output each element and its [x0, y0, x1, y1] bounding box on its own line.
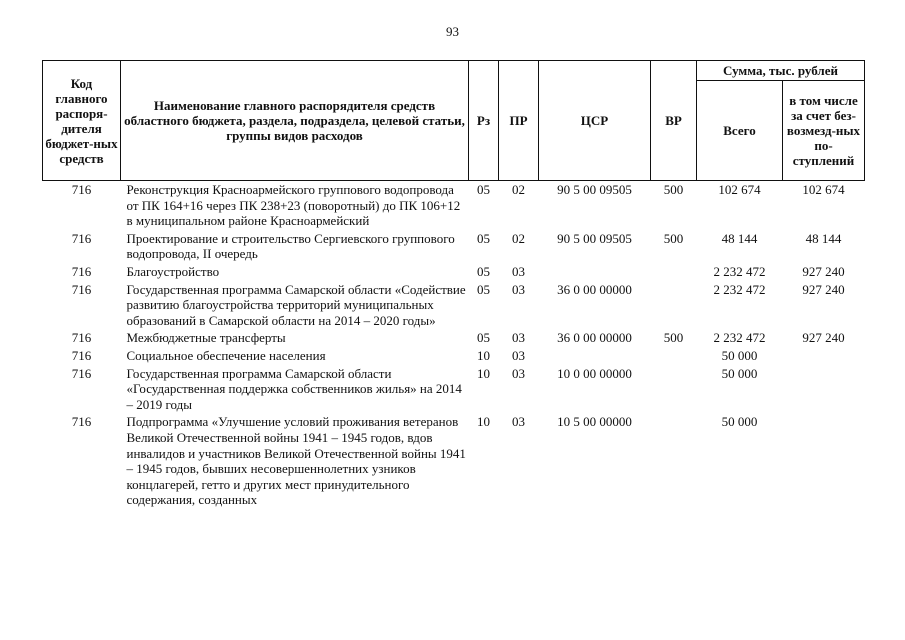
budget-table [42, 60, 865, 510]
row-code: 716 [71, 414, 92, 430]
row-pr: 02 [512, 182, 525, 197]
row-total: 2 232 472 [713, 281, 766, 297]
header-rz: Рз [469, 61, 499, 181]
row-grants: 927 240 [802, 281, 845, 297]
row-rz: 05 [477, 230, 490, 246]
table-body [43, 181, 865, 510]
table-row [43, 366, 865, 415]
table-row [43, 348, 865, 366]
row-rz: 05 [477, 263, 490, 279]
row-rz: 10 [477, 347, 490, 363]
row-csr: 10 0 00 00000 [557, 365, 632, 381]
header-csr: ЦСР [539, 61, 651, 181]
row-name: Подпрограмма «Улучшение условий проживания ветеранов Великой Отечественной войны 1941 – 1945 годов, вдов инвалидов и участников Великой Отечественной войны 1941 – 1945 годов, бывших несовершеннолетних узников концлагерей, гетто и других мест принудительного содержания, созданных [126, 414, 466, 508]
table-row [43, 330, 865, 348]
row-name: Благоустройство [126, 263, 220, 279]
header-vr: ВР [651, 61, 697, 181]
row-name: Проектирование и строительство Сергиевского группового водопровода, II очередь [126, 230, 455, 262]
row-csr: 36 0 00 00000 [557, 330, 632, 346]
row-name: Государственная программа Самарской области «Содействие развитию благоустройства территорий муниципальных образований в Самарской области на 2014 – 2020 годы» [126, 281, 466, 328]
row-vr: 500 [663, 230, 684, 246]
row-rz: 10 [477, 365, 490, 381]
table-row [43, 231, 865, 264]
row-vr [651, 264, 697, 282]
row-code: 716 [71, 182, 92, 197]
row-vr [651, 414, 697, 510]
row-pr: 03 [512, 281, 525, 297]
row-code: 716 [71, 281, 92, 297]
header-sum: Сумма, тыс. рублей [697, 61, 865, 81]
row-grants [783, 414, 865, 510]
row-vr: 500 [663, 330, 684, 346]
row-grants: 927 240 [802, 263, 845, 279]
row-pr: 03 [512, 347, 525, 363]
row-csr: 90 5 00 09505 [557, 230, 632, 246]
row-code: 716 [71, 263, 92, 279]
row-pr: 03 [512, 365, 525, 381]
header-code: Код главного распоря-дителя бюджет-ных средств [43, 61, 121, 181]
row-csr: 90 5 00 09505 [557, 182, 632, 197]
row-code: 716 [71, 347, 92, 363]
row-name: Государственная программа Самарской области «Государственная поддержка собственников жилья» на 2014 – 2019 годы [126, 365, 462, 412]
row-csr: 10 5 00 00000 [557, 414, 632, 430]
row-total: 2 232 472 [713, 330, 766, 346]
header-grants: в том числе за счет без-возмезд-ных по-ступлений [783, 81, 865, 181]
row-pr: 02 [512, 230, 525, 246]
row-pr: 03 [512, 330, 525, 346]
table-row [43, 264, 865, 282]
table-row [43, 181, 865, 231]
row-grants [783, 348, 865, 366]
row-vr [651, 282, 697, 331]
row-grants [783, 366, 865, 415]
row-vr: 500 [663, 182, 684, 197]
row-name: Реконструкция Красноармейского группового водопровода от ПК 164+16 через ПК 238+23 (поворотный) до ПК 106+12 в муниципальном районе Красноармейский [126, 182, 461, 229]
row-csr [539, 264, 651, 282]
row-code: 716 [71, 365, 92, 381]
row-total: 2 232 472 [713, 263, 766, 279]
row-grants: 102 674 [802, 182, 845, 197]
row-total: 50 000 [721, 347, 758, 363]
row-name: Социальное обеспечение населения [126, 347, 326, 363]
row-pr: 03 [512, 263, 525, 279]
row-name: Межбюджетные трансферты [126, 330, 286, 346]
row-grants: 927 240 [802, 330, 845, 346]
row-rz: 05 [477, 182, 490, 197]
row-grants: 48 144 [805, 230, 842, 246]
row-rz: 05 [477, 281, 490, 297]
header-pr: ПР [499, 61, 539, 181]
row-code: 716 [71, 330, 92, 346]
row-total: 102 674 [718, 182, 761, 197]
row-code: 716 [71, 230, 92, 246]
row-csr: 36 0 00 00000 [557, 281, 632, 297]
row-total: 48 144 [721, 230, 758, 246]
table-header [43, 61, 865, 181]
header-total: Всего [697, 81, 783, 181]
row-pr: 03 [512, 414, 525, 430]
table-row [43, 282, 865, 331]
table-row [43, 414, 865, 510]
page-number: 93 [446, 24, 459, 39]
row-rz: 10 [477, 414, 490, 430]
row-total: 50 000 [721, 365, 758, 381]
row-vr [651, 366, 697, 415]
header-name: Наименование главного распорядителя средств областного бюджета, раздела, подраздела, целевой статьи, группы видов расходов [121, 61, 469, 181]
row-vr [651, 348, 697, 366]
row-rz: 05 [477, 330, 490, 346]
row-total: 50 000 [721, 414, 758, 430]
row-csr [539, 348, 651, 366]
